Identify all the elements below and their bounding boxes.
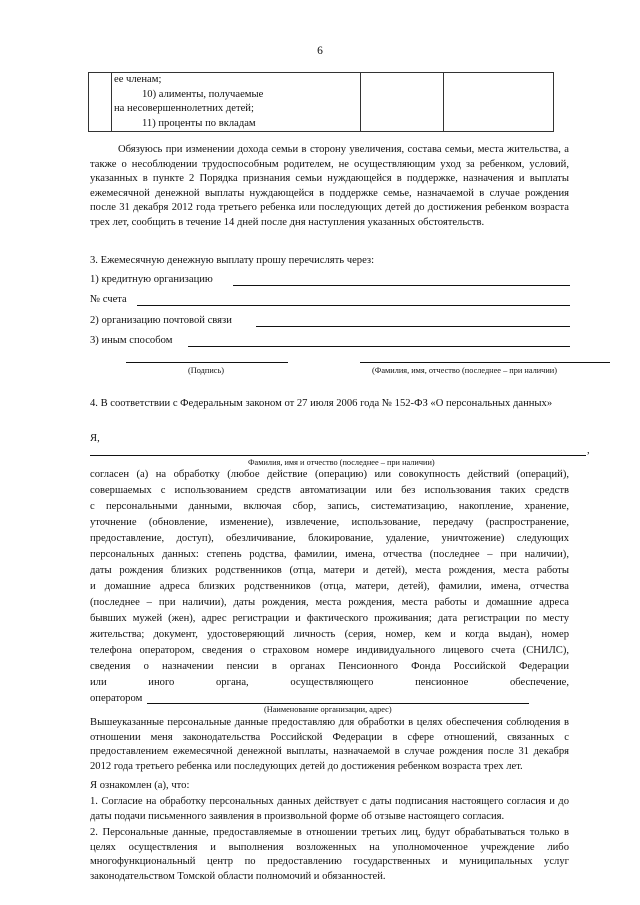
- name-caption: (Фамилия, имя, отчество (последнее – при наличии): [372, 366, 557, 375]
- other-method-field[interactable]: [188, 346, 570, 347]
- consent-line: персональных данных: степень родства, фамилии, имена, отчества (последнее – при наличии),: [90, 549, 569, 560]
- post-org-label: 2) организацию почтовой связи: [90, 315, 232, 326]
- consent-line: с персональными данными, включая сбор, запись, систематизацию, накопление, хранение,: [90, 501, 569, 512]
- operator-field[interactable]: [147, 703, 529, 704]
- income-table: [88, 72, 554, 132]
- consent-line: уточнение (обновление, изменение), извлечение, использование, передачу (распространение,: [90, 517, 569, 528]
- operator-label: оператором: [90, 693, 143, 704]
- fio-caption: Фамилия, имя и отчество (последнее – при наличии): [248, 458, 435, 467]
- credit-org-label: 1) кредитную организацию: [90, 274, 213, 285]
- item-1: 1. Согласие на обработку персональных данных действует с даты подписания настоящего согласия и до даты подачи письменного заявления в произвольной форме об отзыве настоящего согласия.: [90, 796, 569, 822]
- consent-line: телефона оператором, сведения о страховом номере индивидуального лицевого счета (СНИЛС),: [90, 645, 569, 656]
- post-org-field[interactable]: [256, 326, 570, 327]
- fio-field[interactable]: [90, 455, 586, 456]
- credit-org-field[interactable]: [233, 285, 570, 286]
- org-caption: (Наименование организации, адрес): [264, 705, 392, 714]
- ya-label: Я,: [90, 433, 100, 444]
- section4-heading: 4. В соответствии с Федеральным законом от 27 июля 2006 года № 152-ФЗ «О персональных данных»: [90, 398, 553, 409]
- table-row-text: 10) алименты, получаемые: [142, 88, 264, 100]
- consent-line: даты рождения близких родственников (отца, матери и детей), места рождения, места работы: [90, 565, 569, 576]
- purpose-paragraph: Вышеуказанные персональные данные предоставляю для обработки в целях обеспечения соблюдения в отношении меня законодательства Российской Федерации в сфере отношений, связанных с предоставлением ежемесячной денежной выплаты, назначаемой в случае рождения после 31 декабря 2012 года третьего ребенка или последующих детей до достижения ребенком возраста трех лет.: [90, 717, 569, 772]
- table-row-text: ее членам;: [114, 74, 162, 85]
- consent-line: и домашние адреса близких родственников (отца, матери, детей), фамилии, имена, отчества: [90, 581, 569, 592]
- consent-line: бывших мужей (жен), адрес регистрации и фактического проживания; дата регистрации по месту: [90, 613, 569, 624]
- table-cell: [361, 73, 444, 132]
- table-row-text: на несовершеннолетних детей;: [114, 103, 254, 115]
- table-row-text: 11) проценты по вкладам: [142, 117, 256, 129]
- table-cell: [89, 73, 112, 132]
- item-2: 2. Персональные данные, предоставляемые в отношении третьих лиц, будут обрабатываться только в целях осуществления и выполнения возложенных на уполномоченное учреждение либо многофункциональный центр по предоставлению государственных и муниципальных услуг законодательством Томской области полномочий и обязанностей.: [90, 827, 569, 882]
- consent-line: согласен (а) на обработку (любое действие (операцию) или совокупность действий (операций),: [90, 469, 569, 480]
- consent-line: совершаемых с использованием средств автоматизации или без использования таких средств: [90, 485, 569, 496]
- page-number: 6: [317, 45, 323, 57]
- consent-line: или иного органа, осуществляющего пенсионное обеспечение,: [90, 677, 569, 688]
- signature-caption: (Подпись): [188, 366, 224, 375]
- account-field[interactable]: [137, 305, 570, 306]
- consent-line: сведения о назначении пенсии в органах Пенсионного Фонда Российской Федерации: [90, 661, 569, 672]
- acquainted-label: Я ознакомлен (а), что:: [90, 780, 190, 791]
- consent-line: жительства; документ, удостоверяющий личность (серия, номер, кем и когда выдан), номер: [90, 629, 569, 640]
- name-field[interactable]: [360, 362, 610, 363]
- consent-line: (последнее – при наличии), даты рождения, места рождения, места работы и домашние адреса: [90, 597, 569, 608]
- account-label: № счета: [90, 294, 127, 305]
- table-cell: [112, 73, 361, 132]
- obligation-paragraph: Обязуюсь при изменении дохода семьи в сторону увеличения, состава семьи, места жительства, а также о несоблюдении трудоспособным родителем, не осуществляющим уход за ребенком, условий, указанных в пункте 2 Порядка признания семьи нуждающейся в поддержке, назначения и выплаты ежемесячной денежной выплаты нуждающейся в поддержке семье, назначаемой в случае рождения после 31 декабря 2012 года третьего ребенка или последующих детей до достижения ребенком возраста трех лет, сообщить в течение 14 дней после дня наступления указанных обстоятельств.: [90, 144, 569, 228]
- signature-field[interactable]: [126, 362, 288, 363]
- consent-line: предоставление, доступ), обезличивание, блокирование, удаление, уничтожение) следующих: [90, 533, 569, 544]
- payment-heading: 3. Ежемесячную денежную выплату прошу перечислять через:: [90, 255, 375, 266]
- other-method-label: 3) иным способом: [90, 335, 173, 346]
- comma: ,: [587, 445, 590, 456]
- table-cell: [444, 73, 554, 132]
